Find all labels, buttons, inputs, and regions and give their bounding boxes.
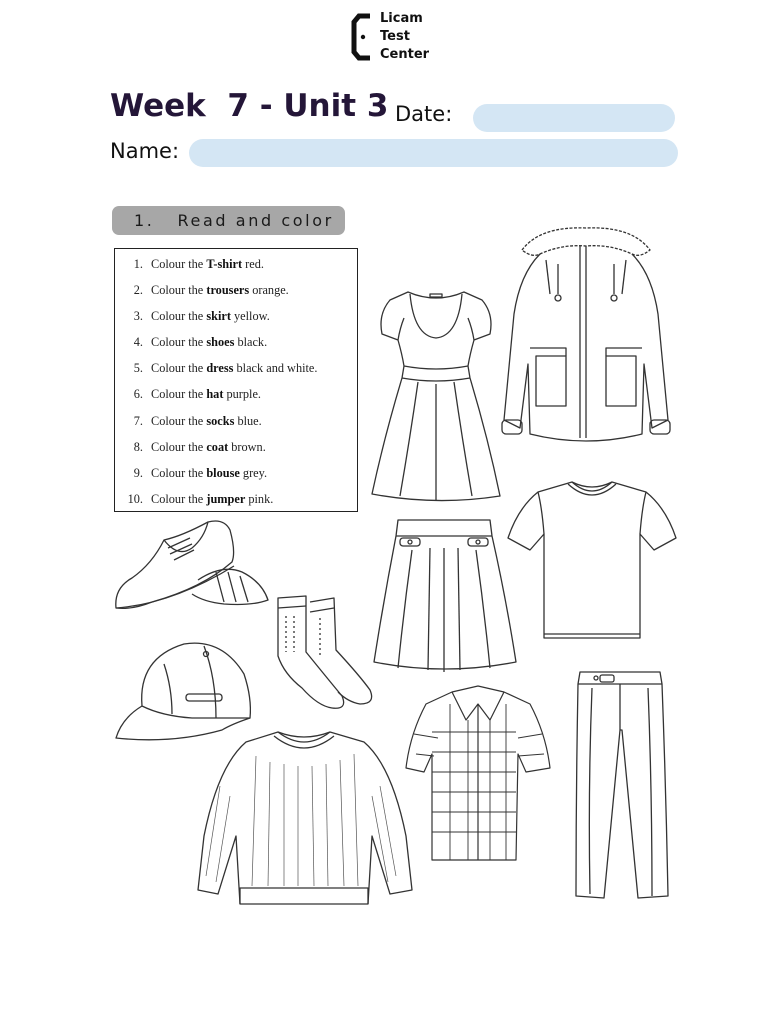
- list-item: 10. Colour the jumper pink.: [127, 491, 274, 506]
- list-item: 3. Colour the skirt yellow.: [133, 309, 270, 324]
- name-field[interactable]: [189, 139, 678, 167]
- logo-text: [380, 10, 429, 64]
- tshirt-illustration: [506, 478, 678, 647]
- list-item: 6. Colour the hat purple.: [133, 387, 262, 402]
- skirt-illustration: [372, 518, 518, 677]
- page-title: Week 7 - Unit 3: [110, 88, 389, 124]
- socks-illustration: [272, 592, 376, 719]
- date-field[interactable]: [473, 104, 675, 132]
- coat-illustration: [500, 224, 672, 455]
- list-item: 9. Colour the blouse grey.: [133, 465, 268, 480]
- shoes-illustration: [112, 518, 270, 621]
- name-label: Name:: [110, 139, 180, 163]
- logo: [350, 10, 460, 70]
- list-item: 7. Colour the socks blue.: [133, 413, 262, 428]
- dress-illustration: [370, 288, 502, 507]
- date-label: Date:: [395, 102, 453, 126]
- list-item: 2. Colour the trousers orange.: [133, 283, 289, 298]
- logo-bracket-icon: [350, 12, 376, 62]
- blouse-illustration: [404, 684, 552, 869]
- logo-line-1: Licam: [380, 11, 423, 26]
- instruction-list: [115, 255, 357, 516]
- logo-line-2: Test: [380, 29, 410, 44]
- list-item: 8. Colour the coat brown.: [133, 439, 266, 454]
- list-item: 4. Colour the shoes black.: [133, 335, 268, 350]
- section-heading: 1. Read and color: [112, 206, 345, 235]
- instruction-box: [114, 248, 358, 512]
- logo-line-3: Center: [380, 47, 430, 62]
- trousers-illustration: [572, 670, 670, 907]
- jumper-illustration: [196, 726, 414, 921]
- list-item: 5. Colour the dress black and white.: [133, 361, 318, 376]
- list-item: 1. Colour the T-shirt red.: [133, 257, 264, 271]
